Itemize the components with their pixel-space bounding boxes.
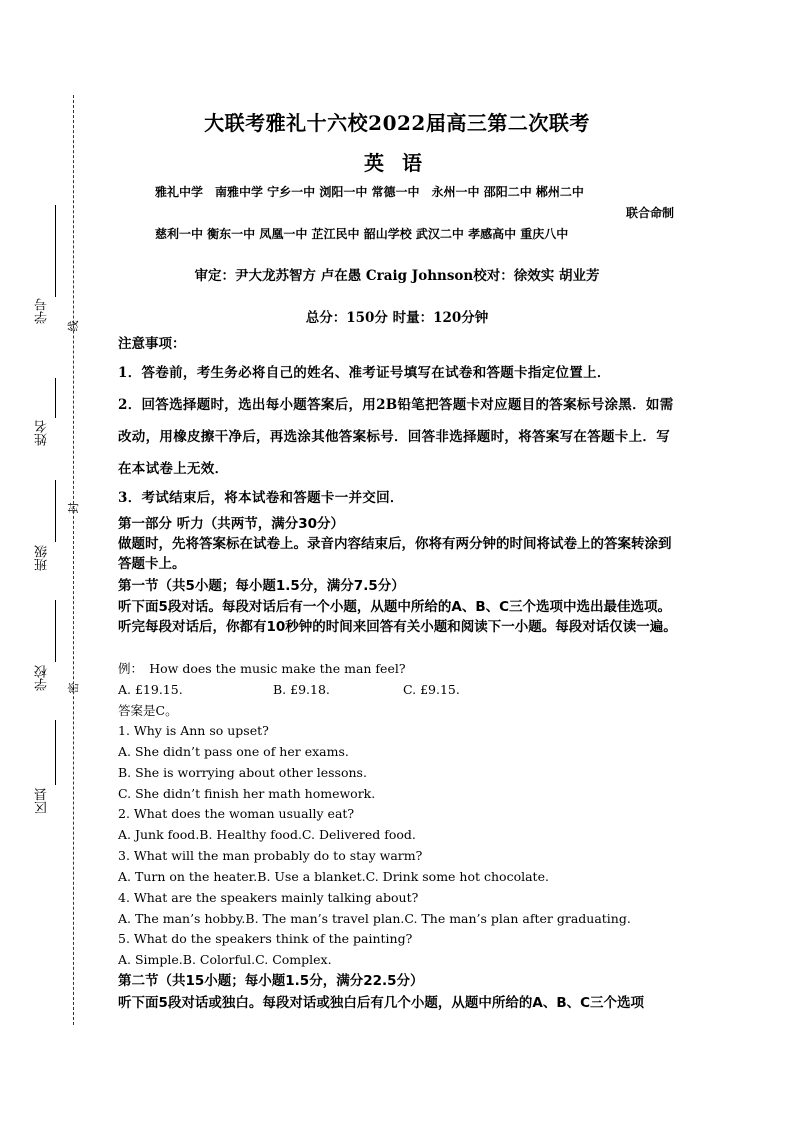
section2-heading: 第二节（共15小题；每小题1.5分，满分22.5分） — [118, 973, 424, 989]
question-5: 5. What do the speakers think of the painting? — [118, 931, 413, 946]
schools-line-1: 雅礼中学 南雅中学 宁乡一中 浏阳一中 常德一中 永州一中 邵阳二中 郴州二中 — [155, 185, 584, 199]
example-option-c: C. £9.15. — [403, 682, 460, 697]
question-5-options: A. Simple.B. Colorful.C. Complex. — [118, 952, 332, 967]
class-label: 班级 — [35, 545, 50, 571]
question-2: 2. What does the woman usually eat? — [118, 806, 355, 821]
name-field — [36, 378, 56, 488]
question-3-options: A. Turn on the heater.B. Use a blanket.C. Drink some hot chocolate. — [118, 869, 549, 884]
question-4-options: A. The man’s hobby.B. The man’s travel plan.C. The man’s plan after graduating. — [118, 911, 631, 926]
seal-line-char: 线 — [67, 320, 80, 332]
school-field — [36, 600, 56, 700]
section2-instruction: 听下面5段对话或独白。每段对话或独白后有几个小题，从题中所给的A、B、C三个选项 — [118, 995, 645, 1011]
district-field — [36, 720, 56, 820]
question-3: 3. What will the man probably do to stay warm? — [118, 848, 423, 863]
name-label: 姓名 — [35, 420, 50, 446]
notice-item-2: 2．回答选择题时，选出每小题答案后，用2B铅笔把答题卡对应题目的答案标号涂黑．如需改动，用橡皮擦干净后，再选涂其他答案标号．回答非选择题时，将答案写在答题卡上．写在本试卷上无效． — [118, 397, 674, 477]
schools-line-2: 慈利一中 衡东一中 凤凰一中 芷江民中 韶山学校 武汉二中 孝感高中 重庆八中 — [155, 227, 569, 241]
district-label: 区县 — [35, 788, 50, 814]
student-id-label: 学号 — [35, 298, 50, 324]
joint-label: 联合命制 — [626, 206, 675, 220]
school-label: 学校 — [35, 665, 50, 691]
notice-item-3: 3．考试结束后，将本试卷和答题卡一并交回． — [118, 490, 404, 506]
part1-instruction: 做题时，先将答案标在试卷上。录音内容结束后，你将有两分钟的时间将试卷上的答案转涂到答题卡上。 — [118, 536, 672, 572]
question-1-option-b: B. She is worrying about other lessons. — [118, 765, 367, 780]
district-underline — [55, 720, 56, 785]
question-2-options: A. Junk food.B. Healthy food.C. Delivered food. — [118, 827, 416, 842]
example-question: 例： How does the music make the man feel? — [118, 661, 406, 676]
class-field — [36, 480, 56, 580]
seal-secret-char: 密 — [67, 682, 80, 694]
question-1: 1. Why is Ann so upset? — [118, 723, 269, 738]
binding-dashed-line — [73, 95, 74, 1025]
name-underline — [55, 378, 56, 418]
class-underline — [55, 480, 56, 542]
example-options — [118, 682, 460, 698]
seal-seal-char: 封 — [67, 502, 80, 514]
question-1-option-c: C. She didn’t finish her math homework. — [118, 786, 376, 801]
part1-heading: 第一部分 听力（共两节，满分30分） — [118, 516, 344, 532]
example-answer: 答案是C。 — [118, 703, 178, 718]
example-option-a: A. £19.15. — [118, 682, 183, 697]
subject-title: 英语 — [364, 151, 440, 175]
question-4: 4. What are the speakers mainly talking about? — [118, 890, 419, 905]
notice-item-1: 1．答卷前，考生务必将自己的姓名、准考证号填写在试卷和答题卡指定位置上． — [118, 365, 611, 381]
section1-instruction: 听下面5段对话。每段对话后有一个小题，从题中所给的A、B、C三个选项中选出最佳选项。听完每段对话后，你都有10秒钟的时间来回答有关小题和阅读下一小题。每段对话仅读一遍。 — [118, 599, 677, 635]
score-time-line: 总分：150分 时量：120分钟 — [305, 310, 489, 326]
exam-title: 大联考雅礼十六校2022届高三第二次联考 — [204, 111, 590, 135]
reviewers-line: 审定：尹大龙苏智方 卢在愚 Craig Johnson校对：徐效实 胡业芳 — [194, 268, 600, 284]
notices-title: 注意事项： — [118, 336, 186, 352]
question-1-option-a: A. She didn’t pass one of her exams. — [118, 744, 349, 759]
school-underline — [55, 600, 56, 662]
section1-heading: 第一节（共5小题；每小题1.5分，满分7.5分） — [118, 578, 405, 594]
example-option-b: B. £9.18. — [273, 682, 330, 697]
